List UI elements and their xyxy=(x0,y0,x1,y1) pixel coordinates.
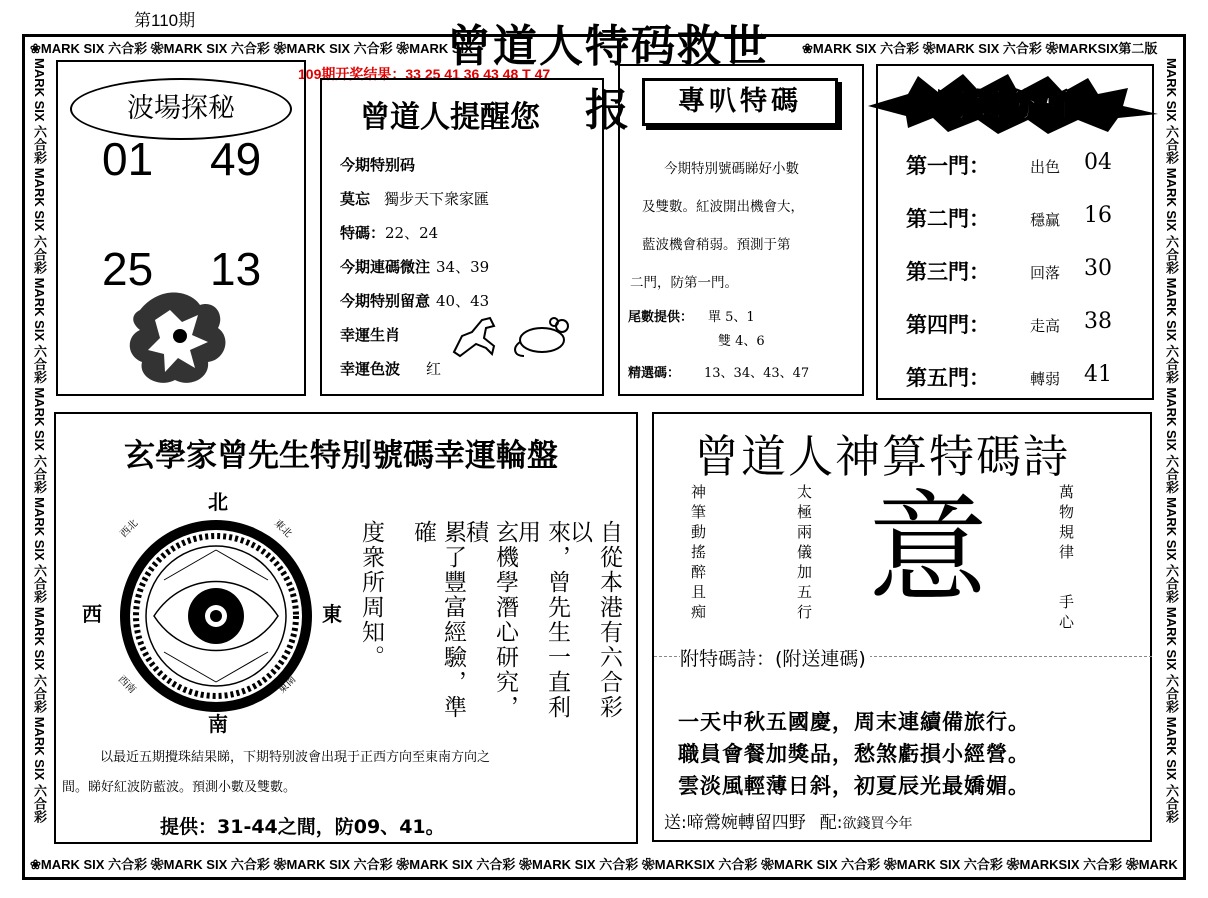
banner-left-side: MARK SIX 六合彩 MARK SIX 六合彩 MARK SIX 六合彩 MARK SIX 六合彩 MARK SIX 六合彩 MARK SIX 六合彩 MARK SIX 六合彩 xyxy=(32,58,47,823)
issue-number: 第110期 xyxy=(134,11,196,30)
compass-wheel-icon xyxy=(104,510,334,722)
reminder-row: 幸運色波 红 xyxy=(340,360,442,378)
compass-east: 東 xyxy=(322,602,342,626)
previous-results: 109期开奖结果：33 25 41 36 43 48 T 47 xyxy=(298,66,551,82)
poem-line: 雲淡風輕薄日斜，初夏辰光最嬌媚。 xyxy=(678,774,1030,798)
banner-right-side: MARK SIX 六合彩 MARK SIX 六合彩 MARK SIX 六合彩 MARK SIX 六合彩 MARK SIX 六合彩 MARK SIX 六合彩 MARK SIX 六合彩 xyxy=(1164,58,1179,823)
poem-column: 神筆動搖醉且痴 xyxy=(689,484,707,624)
reminder-row: 莫忘 獨步天下衆家匯 xyxy=(340,190,490,208)
compass-text-column: 累了豐富經驗，準確 xyxy=(410,520,466,720)
compass-sw: 西南 xyxy=(115,673,138,696)
reminder-row: 幸運生肖 xyxy=(340,326,401,344)
reminder-title: 曾道人提醒您 xyxy=(360,100,540,135)
compass-north: 北 xyxy=(208,490,228,514)
gate-analysis-box xyxy=(876,64,1154,400)
compass-desc-2: 間。睇好紅波防藍波。預測小數及雙數。 xyxy=(62,780,297,795)
compass-text-column: 來，曾先生一直利用 xyxy=(514,520,570,720)
wave-number: 13 xyxy=(210,243,262,295)
poem-line: 職員會餐加獎品，愁煞虧損小經營。 xyxy=(678,742,1030,766)
poem-lines xyxy=(678,706,1030,802)
reminder-row: 今期特别码 xyxy=(340,156,416,174)
gate-row: 第四門： 走高 38 xyxy=(906,309,1112,337)
rat-icon xyxy=(510,312,574,360)
banner-bottom: ❀MARK SIX 六合彩 ❀MARK SIX 六合彩 ❀MARK SIX 六合彩 ❀MARK SIX 六合彩 ❀MARK SIX 六合彩 ❀MARKSIX 六合彩 ❀MARK SIX 六合彩 ❀MARK SIX 六合彩 ❀MARKSIX 六合彩 ❀MARK xyxy=(30,857,1178,872)
reminder-row: 今期連碼微注 34、39 xyxy=(340,258,490,276)
tail-double: 雙 4、6 xyxy=(718,334,765,349)
banner-top-left: ❀MARK SIX 六合彩 ❀MARK SIX 六合彩 ❀MARK SIX 六合彩 ❀MARK SIX xyxy=(30,41,473,56)
gate-row: 第五門： 轉弱 41 xyxy=(906,362,1112,390)
compass-provide: 提供：31-44之間，防09、41。 xyxy=(160,816,445,838)
poem-attach: 附特碼詩：(附送連碼) xyxy=(680,644,870,671)
poem-column: 太極兩儀加五行 xyxy=(795,484,813,624)
dragon-icon xyxy=(120,280,240,392)
gate-row: 第二門： 穩赢 16 xyxy=(906,203,1112,231)
reminder-row: 今期特别留意 40、43 xyxy=(340,292,490,310)
reminder-box xyxy=(320,78,604,396)
poem-box xyxy=(652,412,1152,842)
compass-box xyxy=(54,412,638,844)
banner-top-right: ❀MARK SIX 六合彩 ❀MARK SIX 六合彩 ❀MARKSIX第二版 xyxy=(802,41,1158,56)
gate-list xyxy=(906,146,1152,411)
reminder-row: 特碼：22、24 xyxy=(340,224,439,242)
gate-analysis-title: 門類分析 xyxy=(936,88,1076,124)
poem-title: 曾道人神算特碼詩 xyxy=(694,430,1071,483)
compass-se: 東南 xyxy=(276,673,299,696)
tail-single: 單 5、1 xyxy=(708,310,755,325)
compass-desc-1: 以最近五期攪珠結果睇，下期特别波會出現于正西方向至東南方向之 xyxy=(100,750,491,765)
compass-ne: 東北 xyxy=(271,517,294,540)
poem-big-char: 意 xyxy=(868,480,988,619)
poem-column: 萬物規律 xyxy=(1057,484,1075,564)
tail-label: 尾數提供： xyxy=(628,310,694,325)
special-code-text: 今期特別號碼睇好小數 及雙數。紅波開出機會大， 藍波機會稍弱。預測于第 二門，防第一門。 xyxy=(630,161,804,291)
compass-text-column: 自從本港有六合彩以 xyxy=(566,520,622,720)
wave-number: 25 xyxy=(102,243,154,295)
poem-line: 一天中秋五國慶，周末連續備旅行。 xyxy=(678,710,1030,734)
compass-west: 西 xyxy=(82,602,102,626)
compass-text-column: 度衆所周知。 xyxy=(358,520,384,670)
gate-row: 第三門： 回落 30 xyxy=(906,256,1112,284)
compass-text-column: 玄機學潛心研究，積 xyxy=(462,520,518,720)
pick-label: 精選碼： xyxy=(628,366,681,381)
pick-value: 13、34、43、47 xyxy=(704,366,810,381)
compass-title: 玄學家曾先生特別號碼幸運輪盤 xyxy=(124,438,558,474)
compass-south: 南 xyxy=(208,712,228,736)
poem-column: 手心 xyxy=(1057,594,1075,634)
wave-box-title: 波場探秘 xyxy=(70,78,292,140)
gate-row: 第一門： 出色 04 xyxy=(906,150,1112,178)
wave-number: 01 xyxy=(102,133,154,185)
horse-icon xyxy=(446,312,506,360)
wave-box xyxy=(56,60,306,396)
wave-number: 49 xyxy=(210,133,262,185)
special-code-box xyxy=(618,64,864,396)
poem-gift: 送:啼鶯婉轉留四野 配:欲錢買今年 xyxy=(664,813,913,833)
special-code-title: 專叭特碼 xyxy=(642,78,838,126)
page-title: 曾道人特码救世报 xyxy=(447,21,769,136)
compass-nw: 西北 xyxy=(118,517,141,540)
